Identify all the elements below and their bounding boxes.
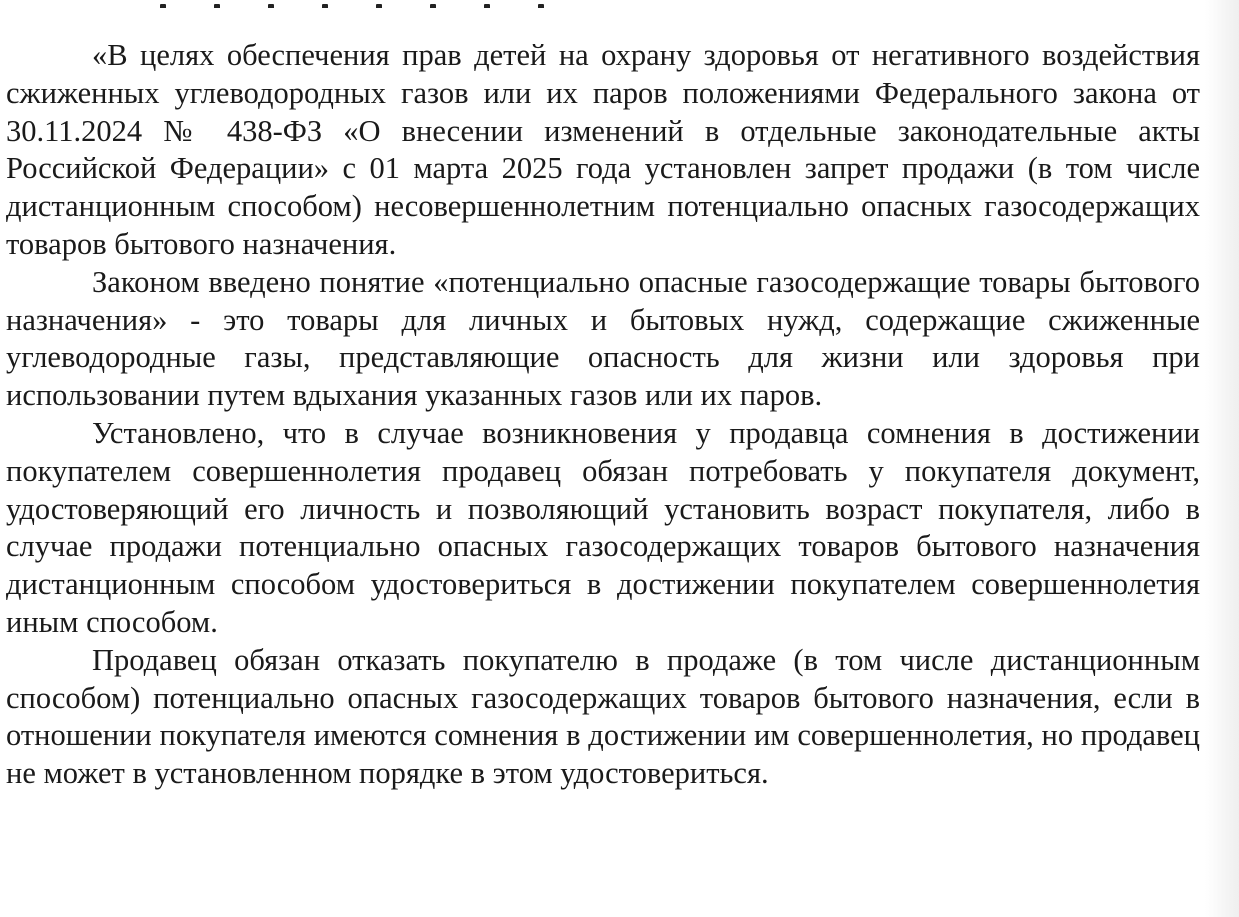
paragraph-refusal: Продавец обязан отказать покупателю в продаже (в том числе дистанционным способом) потенциально опасных газосодержащих товаров бытового назначения, если в отношении покупателя имеются сомнения в достижении им совершеннолетия, но продавец не может в установленном порядке в этом удостовериться. — [6, 642, 1200, 791]
paragraph-definition: Законом введено понятие «потенциально опасные газосодержащие товары бытового назначения» - это товары для личных и бытовых нужд, содержащие сжиженные углеводородные газы, представляющие опасность для жизни или здоровья при использовании путем вдыхания указанных газов или их паров. — [6, 264, 1200, 413]
document-body — [6, 37, 1200, 793]
paragraph-age-verification: Установлено, что в случае возникновения у продавца сомнения в достижении покупателем совершеннолетия продавец обязан потребовать у покупателя документ, удостоверяющий его личность и позволяющий установить возраст покупателя, либо в случае продажи потенциально опасных газосодержащих товаров бытового назначения дистанционным способом удостовериться в достижении покупателем совершеннолетия иным способом. — [6, 415, 1200, 639]
clipped-previous-line — [160, 0, 620, 8]
paragraph-ban-intro: «В целях обеспечения прав детей на охрану здоровья от негативного воздействия сжиженных углеводородных газов или их паров положениями Федерального закона от 30.11.2024 № 438-ФЗ «О внесении изменений в отдельные законодательные акты Российской Федерации» с 01 марта 2025 года установлен запрет продажи (в том числе дистанционным способом) несовершеннолетним потенциально опасных газосодержащих товаров бытового назначения. — [6, 38, 1200, 261]
scan-shadow — [1205, 0, 1239, 917]
